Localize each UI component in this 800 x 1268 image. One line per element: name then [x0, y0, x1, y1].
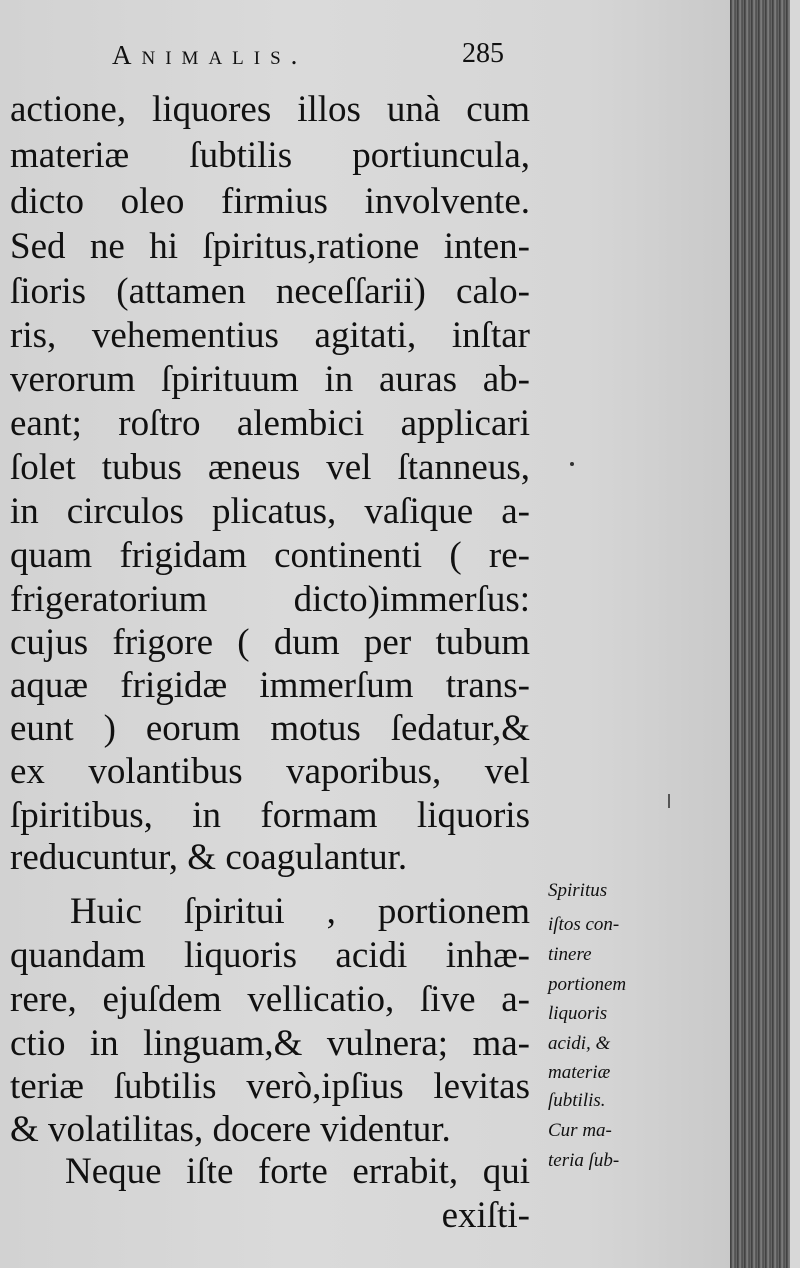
- text-line: in circulos plicatus, vaſique a-: [10, 491, 530, 532]
- text-line: Sed ne hi ſpiritus,ratione inten-: [10, 226, 530, 267]
- book-fore-edge: [730, 0, 800, 1268]
- catchword: exiſti-: [441, 1195, 530, 1236]
- text-line: actione, liquores illos unà cum: [10, 89, 530, 130]
- margin-note-line: acidi, &: [548, 1033, 611, 1054]
- margin-note-line: tinere: [548, 944, 592, 965]
- text-line: ris, vehementius agitati, inſtar: [10, 315, 530, 356]
- margin-note-line: ſubtilis.: [548, 1090, 606, 1111]
- paragraph-start-line: Neque iſte forte errabit, qui: [65, 1151, 530, 1192]
- text-line: teriæ ſubtilis verò,ipſius levitas: [10, 1066, 530, 1107]
- text-line: cujus frigore ( dum per tubum: [10, 622, 530, 663]
- text-line: & volatilitas, docere videntur.: [10, 1109, 451, 1150]
- text-line: materiæ ſubtilis portiuncula,: [10, 135, 530, 176]
- text-line: ſioris (attamen neceſſarii) calo-: [10, 271, 530, 312]
- text-line: reducuntur, & coagulantur.: [10, 837, 408, 878]
- running-head: Animalis.: [112, 40, 308, 70]
- ink-speck: [570, 462, 574, 466]
- ink-mark: [668, 794, 670, 808]
- text-line: quandam liquoris acidi inhæ-: [10, 935, 530, 976]
- text-line: quam frigidam continenti ( re-: [10, 535, 530, 576]
- text-line: eunt ) eorum motus ſedatur,&: [10, 708, 530, 749]
- text-line: ſolet tubus æneus vel ſtanneus,: [10, 447, 530, 488]
- margin-note-line: teria ſub-: [548, 1150, 620, 1171]
- text-line: eant; roſtro alembici applicari: [10, 403, 530, 444]
- margin-note-line: Spiritus: [548, 880, 608, 901]
- text-line: ſpiritibus, in formam liquoris: [10, 795, 530, 836]
- paragraph-start-line: Huic ſpiritui , portionem: [70, 891, 530, 932]
- text-line: verorum ſpirituum in auras ab-: [10, 359, 530, 400]
- text-line: dicto oleo firmius involvente.: [10, 181, 530, 222]
- margin-note-line: iſtos con-: [548, 914, 620, 935]
- margin-note-line: Cur ma-: [548, 1120, 612, 1141]
- margin-note-line: liquoris: [548, 1003, 608, 1024]
- text-line: ctio in linguam,& vulnera; ma-: [10, 1023, 530, 1064]
- margin-note-line: materiæ: [548, 1062, 611, 1083]
- text-line: ex volantibus vaporibus, vel: [10, 751, 530, 792]
- text-line: rere, ejuſdem vellicatio, ſive a-: [10, 979, 530, 1020]
- text-line: aquæ frigidæ immerſum trans-: [10, 665, 530, 706]
- margin-note-line: portionem: [548, 974, 627, 995]
- page-number: 285: [462, 38, 504, 69]
- text-line: frigeratorium dicto)immerſus:: [10, 579, 530, 620]
